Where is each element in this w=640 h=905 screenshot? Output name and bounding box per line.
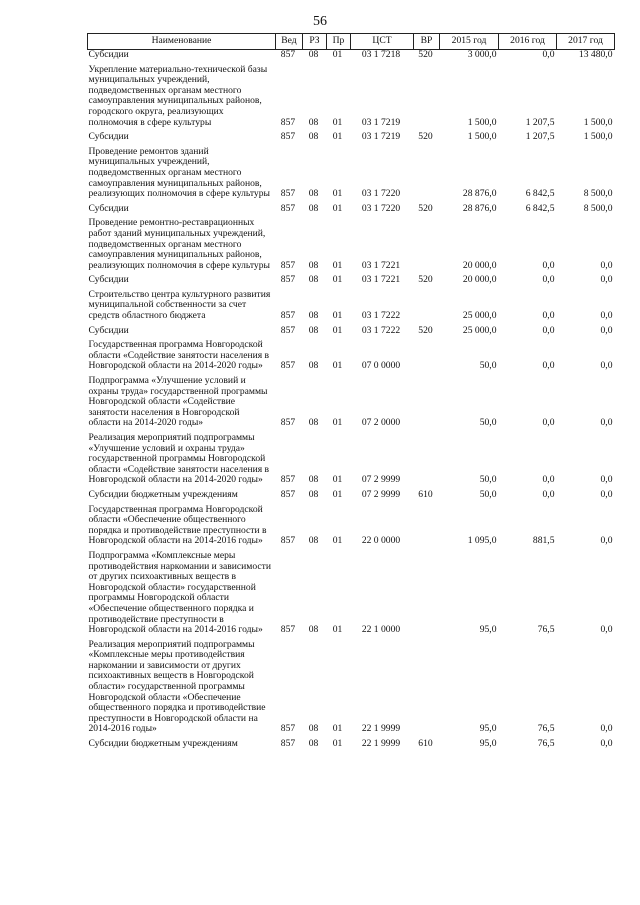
row-rz: 08 <box>308 417 319 429</box>
row-name: Подпрограмма «Улучшение условий и охраны труда» государственной программы Новгородской области «Содействие занятости населения в Новгородской области на 2014-2020 годы» <box>88 375 268 429</box>
row-2016: 0,0 <box>542 324 555 336</box>
row-pr: 01 <box>332 274 343 286</box>
header-2015: 2015 год <box>440 34 499 50</box>
row-cst: 03 1 7219 <box>361 131 401 143</box>
row-2016: 76,5 <box>537 738 555 750</box>
row-ved: 857 <box>280 116 296 128</box>
row-2016: 1 207,5 <box>525 116 555 128</box>
table-row <box>88 132 615 147</box>
row-2015: 50,0 <box>479 360 497 372</box>
row-ved: 857 <box>280 49 296 60</box>
table-row <box>88 433 615 490</box>
page-number: 56 <box>313 14 327 29</box>
row-2015: 95,0 <box>479 738 497 750</box>
row-pr: 01 <box>332 188 343 200</box>
row-cst: 07 2 0000 <box>361 417 401 429</box>
row-vr <box>414 376 440 433</box>
row-cst: 03 1 7219 <box>361 116 401 128</box>
row-rz: 08 <box>308 188 319 200</box>
row-2016: 76,5 <box>537 624 555 636</box>
row-rz: 08 <box>308 360 319 372</box>
row-2017: 1 500,0 <box>583 131 613 143</box>
row-ved: 857 <box>280 624 296 636</box>
row-ved: 857 <box>280 474 296 486</box>
row-2016: 0,0 <box>542 474 555 486</box>
row-vr <box>414 65 440 133</box>
row-cst: 03 1 7221 <box>361 274 401 286</box>
row-rz: 08 <box>308 49 319 60</box>
row-vr: 520 <box>418 274 433 286</box>
row-2016: 6 842,5 <box>525 202 555 214</box>
row-cst: 03 1 7221 <box>361 259 401 271</box>
row-pr: 01 <box>332 116 343 128</box>
table-row <box>88 50 615 65</box>
row-name: Укрепление материально-технической базы муниципальных учреждений, подведомственных органам местного самоуправления муниципальных районов, городского округа, реализующих полномочия в сфере культуры <box>88 63 268 128</box>
row-2017: 0,0 <box>600 723 613 735</box>
row-cst: 03 1 7218 <box>361 49 401 60</box>
header-name: Наименование <box>88 34 276 50</box>
row-ved: 857 <box>280 535 296 547</box>
row-ved: 857 <box>280 417 296 429</box>
row-2016: 1 207,5 <box>525 131 555 143</box>
table-row <box>88 490 615 505</box>
row-2015: 20 000,0 <box>462 259 497 271</box>
row-2017: 8 500,0 <box>583 188 613 200</box>
row-pr: 01 <box>332 310 343 322</box>
row-name: Государственная программа Новгородской области «Обеспечение общественного порядка и противодействие преступности в Новгородской области на 2014-2016 годы» <box>88 503 267 547</box>
row-pr: 01 <box>332 488 343 500</box>
row-2017: 0,0 <box>600 535 613 547</box>
row-2017: 0,0 <box>600 488 613 500</box>
row-name: Субсидии <box>88 49 129 60</box>
row-2016: 0,0 <box>542 49 555 60</box>
row-rz: 08 <box>308 488 319 500</box>
row-rz: 08 <box>308 535 319 547</box>
row-vr: 520 <box>418 202 433 214</box>
row-cst: 22 1 9999 <box>361 738 401 750</box>
row-pr: 01 <box>332 360 343 372</box>
row-rz: 08 <box>308 131 319 143</box>
table-row <box>88 340 615 376</box>
row-name: Проведение ремонтов зданий муниципальных учреждений, подведомственных органам местного самоуправления муниципальных районов, реализующих полномочия в сфере культуры <box>88 145 270 200</box>
table-row <box>88 739 615 754</box>
row-2017: 0,0 <box>600 624 613 636</box>
row-rz: 08 <box>308 274 319 286</box>
row-pr: 01 <box>332 535 343 547</box>
row-rz: 08 <box>308 723 319 735</box>
header-2017: 2017 год <box>557 34 615 50</box>
row-name: Субсидии <box>88 131 129 143</box>
row-vr <box>414 505 440 551</box>
row-2015: 3 000,0 <box>467 49 497 60</box>
row-2016: 0,0 <box>542 259 555 271</box>
row-2017: 0,0 <box>600 474 613 486</box>
row-pr: 01 <box>332 131 343 143</box>
row-vr <box>414 640 440 739</box>
row-2015: 1 500,0 <box>467 131 497 143</box>
row-vr: 520 <box>418 324 433 336</box>
row-2016: 0,0 <box>542 417 555 429</box>
row-2015: 95,0 <box>479 624 497 636</box>
header-cst: ЦСТ <box>351 34 414 50</box>
row-cst: 22 0 0000 <box>361 535 401 547</box>
row-2016: 881,5 <box>532 535 555 547</box>
row-2015: 50,0 <box>479 474 497 486</box>
row-rz: 08 <box>308 324 319 336</box>
row-rz: 08 <box>308 738 319 750</box>
table-row <box>88 290 615 326</box>
table-row <box>88 326 615 341</box>
row-2015: 95,0 <box>479 723 497 735</box>
row-2017: 1 500,0 <box>583 116 613 128</box>
row-2015: 25 000,0 <box>462 310 497 322</box>
row-ved: 857 <box>280 324 296 336</box>
row-2016: 0,0 <box>542 310 555 322</box>
row-2016: 6 842,5 <box>525 188 555 200</box>
row-ved: 857 <box>280 274 296 286</box>
row-2017: 13 480,0 <box>578 49 613 60</box>
row-vr: 610 <box>418 488 433 500</box>
row-cst: 22 1 9999 <box>361 723 401 735</box>
row-2017: 0,0 <box>600 360 613 372</box>
row-2017: 0,0 <box>600 310 613 322</box>
header-pr: Пр <box>327 34 351 50</box>
row-2015: 28 876,0 <box>462 202 497 214</box>
row-rz: 08 <box>308 116 319 128</box>
row-cst: 07 0 0000 <box>361 360 401 372</box>
header-2016: 2016 год <box>499 34 557 50</box>
row-name: Субсидии <box>88 324 129 336</box>
row-vr <box>414 147 440 204</box>
table-row <box>88 147 615 204</box>
row-2017: 8 500,0 <box>583 202 613 214</box>
row-cst: 03 1 7220 <box>361 202 401 214</box>
table-row <box>88 376 615 433</box>
table-row <box>88 204 615 219</box>
row-vr <box>414 340 440 376</box>
row-pr: 01 <box>332 417 343 429</box>
row-pr: 01 <box>332 324 343 336</box>
row-vr <box>414 290 440 326</box>
row-2015: 1 500,0 <box>467 116 497 128</box>
table-body <box>88 50 615 754</box>
row-2015: 1 095,0 <box>467 535 497 547</box>
row-cst: 03 1 7222 <box>361 324 401 336</box>
row-2017: 0,0 <box>600 417 613 429</box>
table-row <box>88 275 615 290</box>
row-pr: 01 <box>332 738 343 750</box>
row-pr: 01 <box>332 259 343 271</box>
row-vr <box>414 218 440 275</box>
row-2016: 0,0 <box>542 360 555 372</box>
table-row <box>88 640 615 739</box>
row-2017: 0,0 <box>600 274 613 286</box>
header-rz: РЗ <box>303 34 327 50</box>
table-row <box>88 218 615 275</box>
row-ved: 857 <box>280 259 296 271</box>
row-name: Субсидии <box>88 202 129 214</box>
row-rz: 08 <box>308 202 319 214</box>
row-2016: 0,0 <box>542 488 555 500</box>
row-name: Реализация мероприятий подпрограммы «Улучшение условий и охраны труда» государственной программы Новгородской области «Содействие занятости населения в Новгородской области на 2014-2020 годы» <box>88 432 270 486</box>
row-cst: 22 1 0000 <box>361 624 401 636</box>
row-name: Проведение ремонтно-реставрационных работ зданий муниципальных учреждений, подведомственных органам местного самоуправления муниципальных районов, реализующих полномочия в сфере культуры <box>88 217 270 271</box>
header-ved: Вед <box>276 34 303 50</box>
row-2015: 50,0 <box>479 417 497 429</box>
row-name: Субсидии бюджетным учреждениям <box>88 488 238 500</box>
table-row <box>88 505 615 551</box>
row-cst: 03 1 7220 <box>361 188 401 200</box>
row-2015: 50,0 <box>479 488 497 500</box>
row-2017: 0,0 <box>600 738 613 750</box>
row-vr: 520 <box>418 131 433 143</box>
row-vr: 610 <box>418 738 433 750</box>
row-name: Подпрограмма «Комплексные меры противодействия наркомании и зависимости от других психоактивных веществ в Новгородской области» государственной программы Новгородской области «Обеспечение общественного порядка и противодействие преступности в Новгородской области на 2014-2016 годы» <box>88 549 271 636</box>
row-rz: 08 <box>308 624 319 636</box>
row-ved: 857 <box>280 310 296 322</box>
row-cst: 03 1 7222 <box>361 310 401 322</box>
row-2017: 0,0 <box>600 324 613 336</box>
row-name: Субсидии бюджетным учреждениям <box>88 738 238 750</box>
row-2016: 76,5 <box>537 723 555 735</box>
row-2015: 20 000,0 <box>462 274 497 286</box>
row-vr <box>414 551 440 640</box>
table-header-row <box>88 34 615 50</box>
row-ved: 857 <box>280 738 296 750</box>
row-vr <box>414 433 440 490</box>
row-pr: 01 <box>332 723 343 735</box>
row-2016: 0,0 <box>542 274 555 286</box>
table-row <box>88 551 615 640</box>
row-2015: 25 000,0 <box>462 324 497 336</box>
row-ved: 857 <box>280 360 296 372</box>
row-ved: 857 <box>280 188 296 200</box>
budget-table <box>87 33 615 754</box>
row-pr: 01 <box>332 49 343 60</box>
header-vr: ВР <box>414 34 440 50</box>
row-rz: 08 <box>308 310 319 322</box>
row-name: Субсидии <box>88 274 129 286</box>
row-ved: 857 <box>280 488 296 500</box>
row-2017: 0,0 <box>600 259 613 271</box>
row-cst: 07 2 9999 <box>361 488 401 500</box>
row-cst: 07 2 9999 <box>361 474 401 486</box>
row-rz: 08 <box>308 259 319 271</box>
row-rz: 08 <box>308 474 319 486</box>
row-ved: 857 <box>280 202 296 214</box>
row-ved: 857 <box>280 723 296 735</box>
row-pr: 01 <box>332 202 343 214</box>
row-2015: 28 876,0 <box>462 188 497 200</box>
table-row <box>88 65 615 133</box>
row-pr: 01 <box>332 624 343 636</box>
row-vr: 520 <box>418 49 433 60</box>
row-name: Строительство центра культурного развития муниципальной собственности за счет средств областного бюджета <box>88 288 271 322</box>
row-pr: 01 <box>332 474 343 486</box>
row-name: Реализация мероприятий подпрограммы «Комплексные меры противодействия наркомании и зависимости от других психоактивных веществ в Новгородской области» государственной программы Новгородской области «Обеспечение общественного порядка и противодействие преступности в Новгородской области на 2014-2016 годы» <box>88 638 266 735</box>
row-ved: 857 <box>280 131 296 143</box>
row-name: Государственная программа Новгородской области «Содействие занятости населения в Новгородской области на 2014-2020 годы» <box>88 339 270 372</box>
